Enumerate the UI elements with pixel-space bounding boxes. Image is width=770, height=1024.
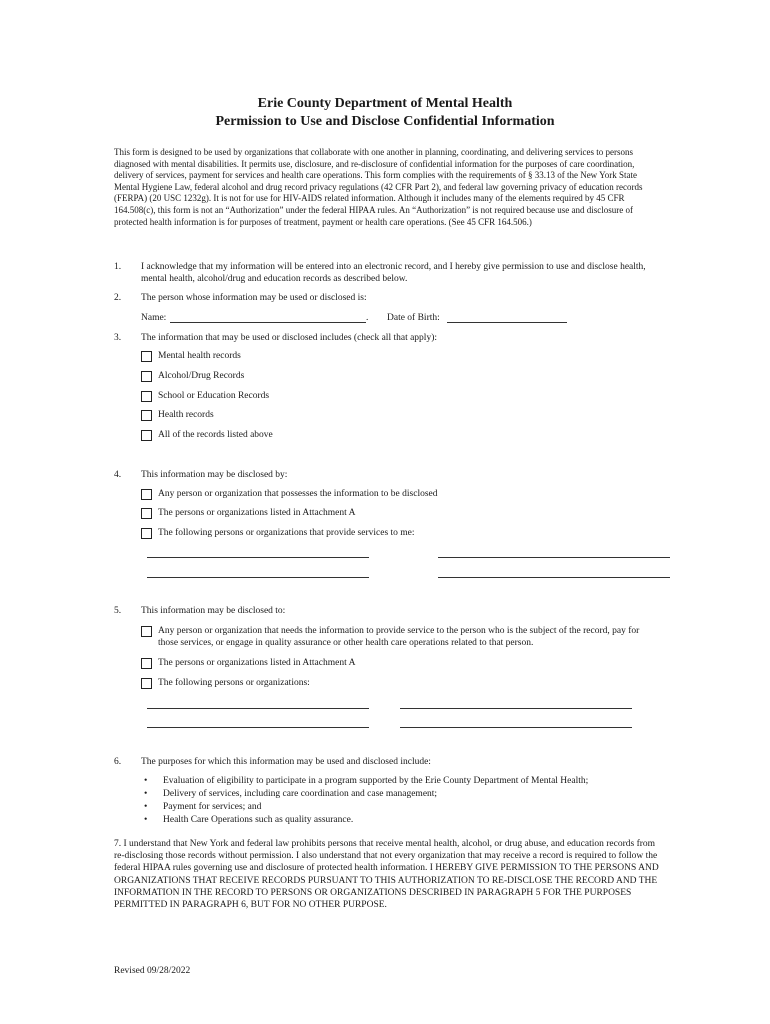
bullet-glyph: • bbox=[144, 815, 148, 825]
disclosed-by-any-checkbox[interactable] bbox=[141, 489, 152, 500]
item-6-text: The purposes for which this information may be used and disclosed include: bbox=[141, 757, 431, 767]
alcohol-drug-records-label: Alcohol/Drug Records bbox=[158, 371, 245, 381]
disclosed-by-line-2-left[interactable] bbox=[147, 577, 369, 578]
alcohol-drug-records-checkbox[interactable] bbox=[141, 371, 152, 382]
item-5-number: 5. bbox=[114, 606, 122, 616]
disclosed-by-line-2-right[interactable] bbox=[438, 577, 670, 578]
item-3-text: The information that may be used or disclosed includes (check all that apply): bbox=[141, 333, 437, 343]
revision-date: Revised 09/28/2022 bbox=[114, 966, 191, 976]
disclosed-by-following-label: The following persons or organizations that provide services to me: bbox=[158, 528, 415, 538]
item-1-text: I acknowledge that my information will be entered into an electronic record, and I hereby give permission to use and disclose health, mental health, alcohol/drug and education records as described below. bbox=[141, 262, 646, 284]
item-4-text: This information may be disclosed by: bbox=[141, 470, 288, 480]
page-subtitle: Permission to Use and Disclose Confidential Information bbox=[215, 114, 555, 129]
purpose-delivery: Delivery of services, including care coordination and case management; bbox=[163, 789, 438, 799]
dob-field[interactable] bbox=[447, 322, 567, 323]
purpose-operations: Health Care Operations such as quality assurance. bbox=[163, 815, 354, 825]
name-field[interactable] bbox=[170, 322, 366, 323]
health-records-label: Health records bbox=[158, 410, 214, 420]
dob-label: Date of Birth: bbox=[387, 313, 440, 323]
page-title: Erie County Department of Mental Health bbox=[257, 96, 513, 111]
school-records-label: School or Education Records bbox=[158, 391, 270, 401]
disclosed-to-attachment-label: The persons or organizations listed in Attachment A bbox=[158, 658, 356, 668]
item-2-text: The person whose information may be used or disclosed is: bbox=[141, 293, 367, 303]
disclosed-by-attachment-label: The persons or organizations listed in Attachment A bbox=[158, 508, 356, 518]
disclosed-to-line-2-right[interactable] bbox=[400, 727, 632, 728]
disclosed-to-following-label: The following persons or organizations: bbox=[158, 678, 310, 688]
disclosed-by-attachment-checkbox[interactable] bbox=[141, 508, 152, 519]
item-1-number: 1. bbox=[114, 262, 122, 272]
disclosed-to-any-checkbox[interactable] bbox=[141, 626, 152, 637]
item-5-text: This information may be disclosed to: bbox=[141, 606, 286, 616]
name-period: . bbox=[366, 313, 369, 323]
item-3-number: 3. bbox=[114, 333, 122, 343]
disclosed-to-following-checkbox[interactable] bbox=[141, 678, 152, 689]
disclosed-to-any-label: Any person or organization that needs the information to provide service to the person who is the subject of the record, pay for those services, or engage in quality assurance or other health care operations related to that person. bbox=[158, 626, 640, 648]
mental-health-records-label: Mental health records bbox=[158, 351, 241, 361]
item-6-number: 6. bbox=[114, 757, 122, 767]
disclosed-by-following-checkbox[interactable] bbox=[141, 528, 152, 539]
intro-paragraph: This form is designed to be used by organizations that collaborate with one another in planning, coordinating, and delivering services to persons diagnosed with mental disabilities. It permits use, disclosure, and re-disclosure of confidential information for the purposes of care coordination, delivery of services, payment for services and health care operations. This form complies with the requirements of § 33.13 of the New York State Mental Hygiene Law, federal alcohol and drug record privacy regulations (42 CFR Part 2), and federal law governing privacy of education records (FERPA) (20 USC 1232g). It is not for use for HIV-AIDS related information. Although it includes many of the elements required by 45 CFR 164.508(c), this form is not an “Authorization” under the federal HIPAA rules. An “Authorization” is not required because use and disclosure of protected health information is for purposes of treatment, payment or health care operations. (See 45 CFR 164.506.) bbox=[114, 147, 643, 227]
all-records-checkbox[interactable] bbox=[141, 430, 152, 441]
purpose-eligibility: Evaluation of eligibility to participate in a program supported by the Erie County Department of Mental Health; bbox=[163, 776, 589, 786]
health-records-checkbox[interactable] bbox=[141, 410, 152, 421]
item-7-text: 7. I understand that New York and federal law prohibits persons that receive mental health, alcohol, or drug abuse, and education records from re-disclosing those records without permission. I also understand that not every organization that may receive a record is required to follow the federal HIPAA rules governing use and disclosure of protected health information. I HEREBY GIVE PERMISSION TO THE PERSONS AND ORGANIZATIONS THAT RECEIVE RECORDS PURSUANT TO THIS AUTHORIZATION TO RE-DISCLOSE THE RECORD AND THE INFORMATION IN THE RECORD TO PERSONS OR ORGANIZATIONS DESCRIBED IN PARAGRAPH 5 FOR THE PURPOSES PERMITTED IN PARAGRAPH 6, BUT FOR NO OTHER PURPOSE. bbox=[114, 839, 659, 911]
item-2-number: 2. bbox=[114, 293, 122, 303]
bullet-glyph: • bbox=[144, 789, 148, 799]
item-4-number: 4. bbox=[114, 470, 122, 480]
disclosed-to-line-1-left[interactable] bbox=[147, 708, 369, 709]
disclosed-by-line-1-right[interactable] bbox=[438, 557, 670, 558]
disclosed-by-any-label: Any person or organization that possesses the information to be disclosed bbox=[158, 489, 438, 499]
school-records-checkbox[interactable] bbox=[141, 391, 152, 402]
bullet-glyph: • bbox=[144, 776, 148, 786]
disclosed-by-line-1-left[interactable] bbox=[147, 557, 369, 558]
bullet-glyph: • bbox=[144, 802, 148, 812]
name-label: Name: bbox=[141, 313, 167, 323]
disclosed-to-line-1-right[interactable] bbox=[400, 708, 632, 709]
disclosed-to-line-2-left[interactable] bbox=[147, 727, 369, 728]
purpose-payment: Payment for services; and bbox=[163, 802, 262, 812]
disclosed-to-attachment-checkbox[interactable] bbox=[141, 658, 152, 669]
mental-health-records-checkbox[interactable] bbox=[141, 351, 152, 362]
all-records-label: All of the records listed above bbox=[158, 430, 273, 440]
